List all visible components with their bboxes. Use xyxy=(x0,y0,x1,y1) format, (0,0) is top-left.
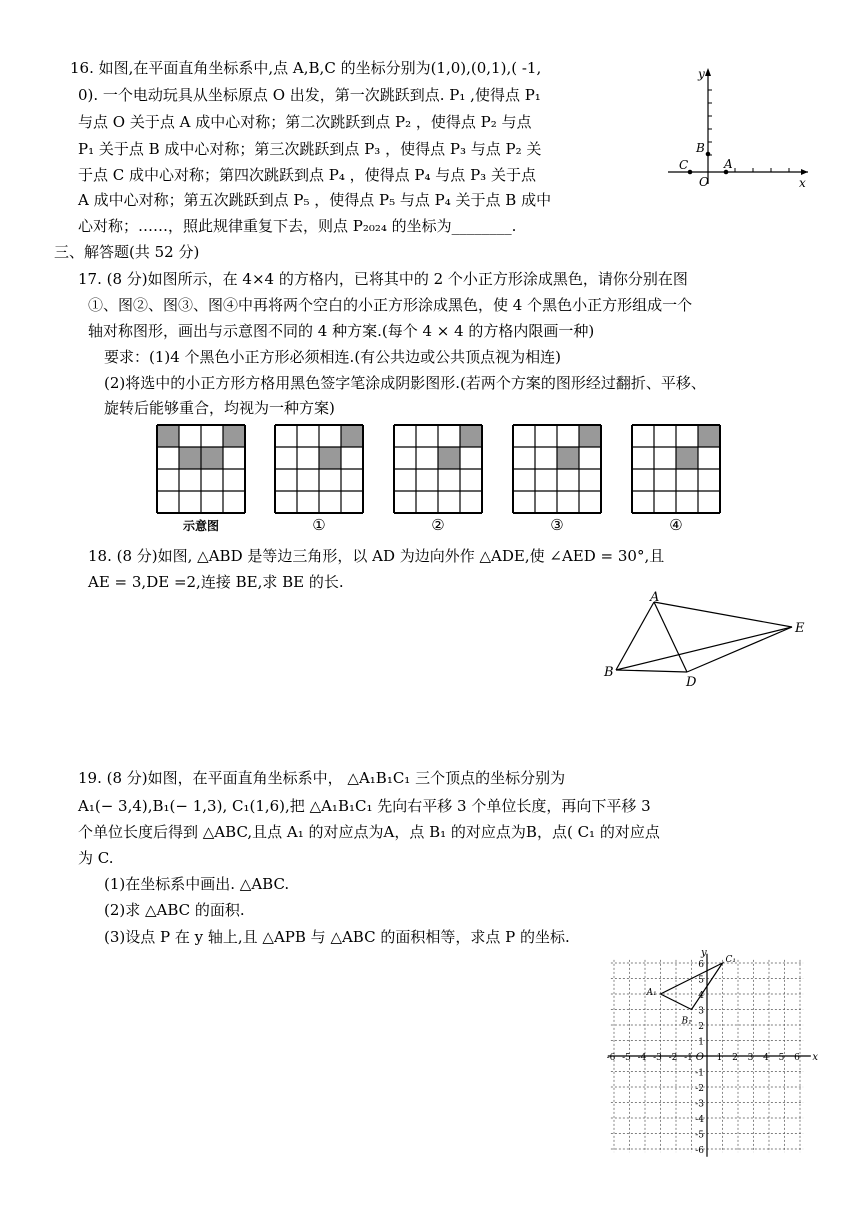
q17-shaded-cell xyxy=(179,447,201,469)
q17-shaded-cell xyxy=(223,425,245,447)
q17-line-6: 旋转后能够重合，均视为一种方案) xyxy=(104,399,335,417)
q16-line-6: A 成中心对称；第五次跳跃到点 P₅ ，使得点 P₅ 与点 P₄ 关于点 B 成中 xyxy=(78,191,552,209)
q18-point-A: A xyxy=(650,590,660,605)
q19-line-4: 为 C. xyxy=(78,849,114,867)
q19-y-tick-label: -2 xyxy=(695,1084,704,1094)
q17-shaded-cell xyxy=(698,425,720,447)
q19-y-tick-label: -1 xyxy=(695,1068,704,1079)
q17-shaded-cell xyxy=(557,447,579,469)
q18-line-2: AE = 3,DE =2,连接 BE,求 BE 的长. xyxy=(88,573,344,591)
q19-y-tick-label: 5 xyxy=(698,975,704,986)
q19-x-tick-label: -1 xyxy=(684,1053,693,1063)
q17-line-4: 要求：(1)4 个黑色小正方形必须相连.(有公共边或公共顶点视为相连) xyxy=(104,348,562,366)
q17-shaded-cell xyxy=(579,425,601,447)
q19-x-tick-label: 4 xyxy=(763,1053,769,1063)
q19-x-tick-label: 3 xyxy=(747,1053,754,1063)
q19-x-tick-label: -5 xyxy=(622,1053,631,1063)
q19-y-tick-label: 2 xyxy=(698,1022,704,1032)
q16-line-2: 0). 一个电动玩具从坐标原点 O 出发，第一次跳跃到点. P₁ ,使得点 P₁ xyxy=(78,86,541,104)
q19-y-tick-label: 1 xyxy=(698,1037,704,1048)
q17-line-2: ①、图②、图③、图④中再将两个空白的小正方形涂成黑色，使 4 个黑色小正方形组成一个 xyxy=(88,296,693,314)
q17-line-5: (2)将选中的小正方形方格用黑色签字笔涂成阴影图形.(若两个方案的图形经过翻折、平移、 xyxy=(104,374,706,392)
q19-x-tick-label: 2 xyxy=(732,1053,738,1063)
q17-shaded-cell xyxy=(676,447,698,469)
q19-label-C1: C₁ xyxy=(725,955,736,965)
q19-y-tick-label: 3 xyxy=(698,1006,704,1017)
q18-point-B: B xyxy=(604,665,614,680)
q19-label-B1: B₁ xyxy=(681,1016,692,1027)
q19-line-7: (3)设点 P 在 y 轴上,且 △APB 与 △ABC 的面积相等，求点 P 的坐标. xyxy=(104,928,570,946)
q16-point-A-label: A xyxy=(724,157,733,171)
q19-y-label: y xyxy=(701,947,707,959)
q19-line-6: (2)求 △ABC 的面积. xyxy=(104,901,245,919)
q19-x-tick-label: 6 xyxy=(794,1053,800,1063)
section-header: 三、解答题(共 52 分) xyxy=(54,243,200,261)
q19-y-tick-label: -5 xyxy=(695,1130,704,1141)
q19-x-tick-label: -6 xyxy=(606,1053,616,1063)
q16-coordinate-figure xyxy=(668,66,818,190)
q19-x-tick-label: 5 xyxy=(778,1053,785,1063)
q17-grids xyxy=(150,420,750,540)
q16-origin-label: O xyxy=(699,175,709,189)
q17-grid-3 xyxy=(513,425,601,534)
q19-y-tick-label: -3 xyxy=(695,1099,704,1110)
q16-line-4: P₁ 关于点 B 成中心对称；第三次跳跃到点 P₃ ，使得点 P₃ 与点 P₂ 关 xyxy=(78,140,542,158)
q19-y-tick-label: -6 xyxy=(695,1146,704,1156)
q19-line-3: 个单位长度后得到 △ABC,且点 A₁ 的对应点为A，点 B₁ 的对应点为B，点( C₁ 的对应点 xyxy=(78,823,660,841)
q19-y-tick-label: -4 xyxy=(695,1115,704,1125)
q19-y-tick-label: 4 xyxy=(698,991,704,1001)
q19-triangle-A1B1C1 xyxy=(661,963,723,1010)
q19-y-tick-label: 6 xyxy=(698,960,704,970)
q16-y-label: y xyxy=(698,67,705,81)
q17-shaded-cell xyxy=(201,447,223,469)
q19-line-1: 19. (8 分)如图，在平面直角坐标系中， △A₁B₁C₁ 三个顶点的坐标分别为 xyxy=(78,769,566,787)
q19-x-tick-label: -2 xyxy=(668,1053,678,1063)
q17-shaded-cell xyxy=(157,425,179,447)
q19-x-label: x xyxy=(812,1052,819,1063)
q19-origin-label: O xyxy=(695,1052,704,1063)
q16-x-label: x xyxy=(799,176,806,190)
q16-line-5: 于点 C 成中心对称；第四次跳跃到点 P₄ ，使得点 P₄ 与点 P₃ 关于点 xyxy=(78,166,536,184)
q19-line-2: A₁(− 3,4),B₁(− 1,3), C₁(1,6),把 △A₁B₁C₁ 先向右平移 3 个单位长度，再向下平移 3 xyxy=(78,797,651,815)
q16-point-B-label: B xyxy=(696,141,705,155)
q17-grid-label-0: 示意图 xyxy=(182,519,220,533)
q19-x-tick-label: -4 xyxy=(637,1053,647,1063)
q16-line-1: 16. 如图,在平面直角坐标系中,点 A,B,C 的坐标分别为(1,0),(0,1),( -1, xyxy=(70,59,542,77)
q17-shaded-cell xyxy=(341,425,363,447)
q17-grid-label-1: ① xyxy=(312,516,326,534)
q17-line-1: 17. (8 分)如图所示，在 4×4 的方格内，已将其中的 2 个小正方形涂成黑色，请你分别在图 xyxy=(78,270,688,288)
q17-shaded-cell xyxy=(438,447,460,469)
q16-line-3: 与点 O 关于点 A 成中心对称；第二次跳跃到点 P₂ ，使得点 P₂ 与点 xyxy=(78,113,532,131)
q19-coordinate-grid xyxy=(598,947,819,1156)
q17-line-3: 轴对称图形，画出与示意图不同的 4 种方案.(每个 4 × 4 的方格内限画一种) xyxy=(88,322,595,340)
q19-x-tick-label: 1 xyxy=(716,1053,723,1063)
q17-grid-4 xyxy=(632,425,720,534)
q17-shaded-cell xyxy=(319,447,341,469)
q17-grid-label-3: ③ xyxy=(550,516,564,534)
q19-x-tick-label: -3 xyxy=(653,1053,662,1063)
q18-line-1: 18. (8 分)如图, △ABD 是等边三角形，以 AD 为边向外作 △ADE,使 ∠AED = 30°,且 xyxy=(88,547,665,565)
q17-grid-label-2: ② xyxy=(431,516,445,534)
q17-grid-1 xyxy=(275,425,363,534)
q19-label-A1: A₁ xyxy=(646,988,657,998)
q18-point-E: E xyxy=(795,621,805,636)
q18-point-D: D xyxy=(686,675,697,690)
q16-line-7: 心对称；……，照此规律重复下去，则点 P₂₀₂₄ 的坐标为________. xyxy=(78,217,517,235)
q17-grid-2 xyxy=(394,425,482,534)
q16-point-C-label: C xyxy=(679,158,689,172)
q19-line-5: (1)在坐标系中画出. △ABC. xyxy=(104,875,290,893)
q17-grid-label-4: ④ xyxy=(669,516,683,534)
q17-shaded-cell xyxy=(460,425,482,447)
q18-triangle-figure xyxy=(600,590,820,690)
q17-grid-0 xyxy=(157,425,245,533)
